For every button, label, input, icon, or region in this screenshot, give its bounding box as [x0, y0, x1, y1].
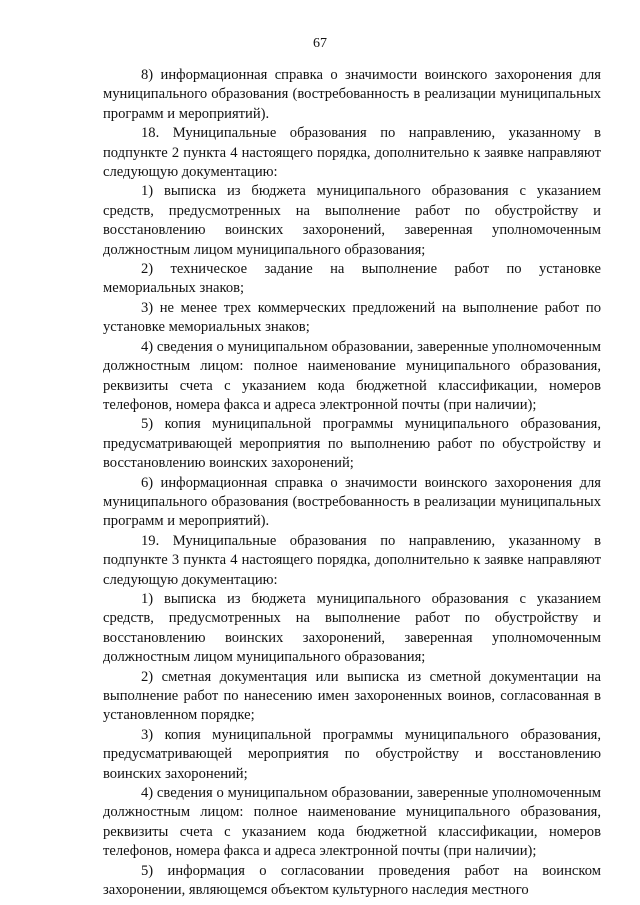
paragraph-clause-18: 18. Муниципальные образования по направлению, указанному в подпункте 2 пункта 4 настоящего порядка, дополнительно к заявке направляют следующую документацию:: [103, 125, 601, 181]
paragraph-item-5: 5) информация о согласовании проведения работ на воинском захоронении, являющемся объектом культурного наследия местного: [103, 862, 601, 899]
paragraph-item-1: 1) выписка из бюджета муниципального образования с указанием средств, предусмотренных на выполнение работ по обустройству и восстановлению воинских захоронений, заверенная уполномоченным должностным лицом муниципального образования;: [103, 590, 601, 666]
page-number: 67: [313, 36, 327, 51]
paragraph-item-4: 4) сведения о муниципальном образовании, заверенные уполномоченным должностным лицом: полное наименование муниципального образования, реквизиты счета с указанием кода бюджетной классификации, номеров телефонов, номера факса и адреса электронной почты (при наличии);: [103, 785, 601, 860]
paragraph-item-6: 6) информационная справка о значимости воинского захоронения для муниципального образования (востребованность в реализации муниципальных программ и мероприятий).: [103, 474, 601, 530]
paragraph-item-3: 3) копия муниципальной программы муниципального образования, предусматривающей мероприятия по обустройству и восстановлению воинских захоронений;: [103, 726, 601, 782]
paragraph-clause-19: 19. Муниципальные образования по направлению, указанному в подпункте 3 пункта 4 настоящего порядка, дополнительно к заявке направляют следующую документацию:: [103, 532, 601, 588]
paragraph-item-5: 5) копия муниципальной программы муниципального образования, предусматривающей мероприятия по выполнению работ по обустройству и восстановлению воинских захоронений;: [103, 416, 601, 472]
paragraph-item-1: 1) выписка из бюджета муниципального образования с указанием средств, предусмотренных на выполнение работ по обустройству и восстановлению воинских захоронений, заверенная уполномоченным должностным лицом муниципального образования;: [103, 183, 601, 258]
paragraph-item-2: 2) техническое задание на выполнение работ по установке мемориальных знаков;: [103, 261, 601, 297]
paragraph-item-8: 8) информационная справка о значимости воинского захоронения для муниципального образования (востребованность в реализации муниципальных программ и мероприятий).: [103, 67, 601, 122]
paragraph-item-3: 3) не менее трех коммерческих предложений на выполнение работ по установке мемориальных знаков;: [103, 299, 601, 336]
paragraph-item-4: 4) сведения о муниципальном образовании, заверенные уполномоченным должностным лицом: полное наименование муниципального образования, реквизиты счета с указанием кода бюджетной классификации, номеров телефонов, номера факса и адреса электронной почты (при наличии);: [103, 338, 601, 413]
document-body: [103, 66, 601, 900]
paragraph-item-2: 2) сметная документация или выписка из сметной документации на выполнение работ по нанесению имен захороненных воинов, согласованная в установленном порядке;: [103, 668, 601, 724]
